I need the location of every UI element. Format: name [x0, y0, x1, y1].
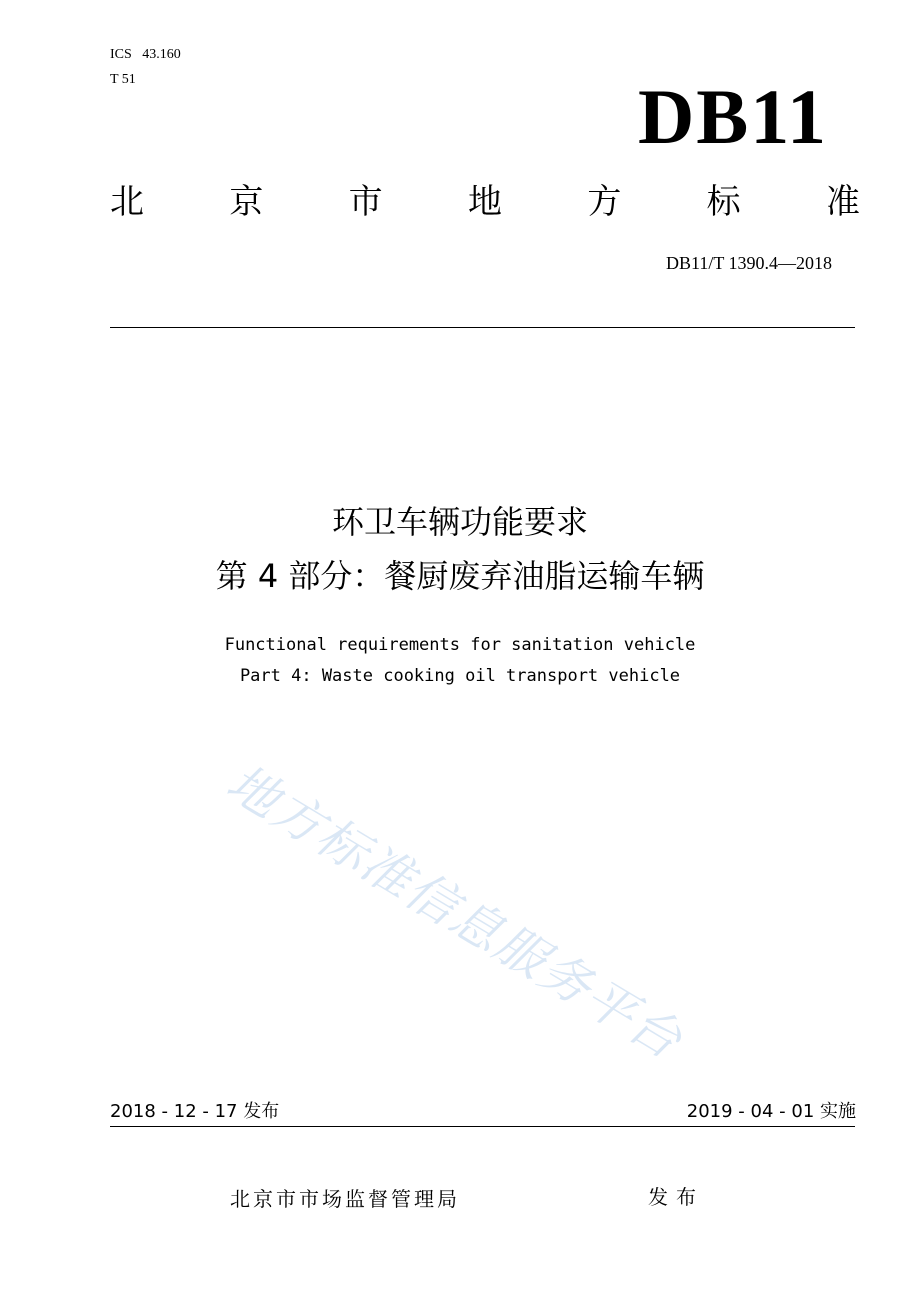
- title-english-line2: Part 4: Waste cooking oil transport vehicle: [239, 666, 681, 686]
- standard-type-char: 方: [587, 182, 622, 222]
- title-chinese-line1: 环卫车辆功能要求: [331, 503, 588, 541]
- title-chinese-line2: 第 4 部分：餐厨废弃油脂运输车辆: [215, 557, 705, 595]
- ccs-code: T 51: [110, 72, 136, 87]
- standard-type-heading: [110, 180, 860, 224]
- standard-type-char: 准: [825, 182, 860, 222]
- implementation-date: 2019 - 04 - 01 实施: [686, 1101, 856, 1122]
- standard-number: DB11/T 1390.4—2018: [665, 253, 832, 273]
- standard-type-char: 市: [348, 182, 383, 222]
- issue-word: 发布: [648, 1185, 704, 1209]
- bottom-divider: [110, 1126, 855, 1127]
- issue-date: 2018 - 12 - 17 发布: [110, 1101, 280, 1122]
- standard-type-char: 标: [706, 182, 741, 222]
- top-divider: [110, 327, 855, 328]
- standard-type-char: 京: [229, 182, 264, 222]
- db11-logo: DB11: [637, 73, 828, 160]
- issuing-authority: 北京市市场监督管理局: [230, 1187, 460, 1211]
- standard-type-char: 北: [110, 182, 144, 222]
- watermark: 地方标准信息服务平台: [217, 753, 693, 1071]
- title-english-line1: Functional requirements for sanitation vehicle: [224, 635, 696, 655]
- ics-code: ICS 43.160: [110, 47, 181, 62]
- standard-type-char: 地: [467, 182, 502, 222]
